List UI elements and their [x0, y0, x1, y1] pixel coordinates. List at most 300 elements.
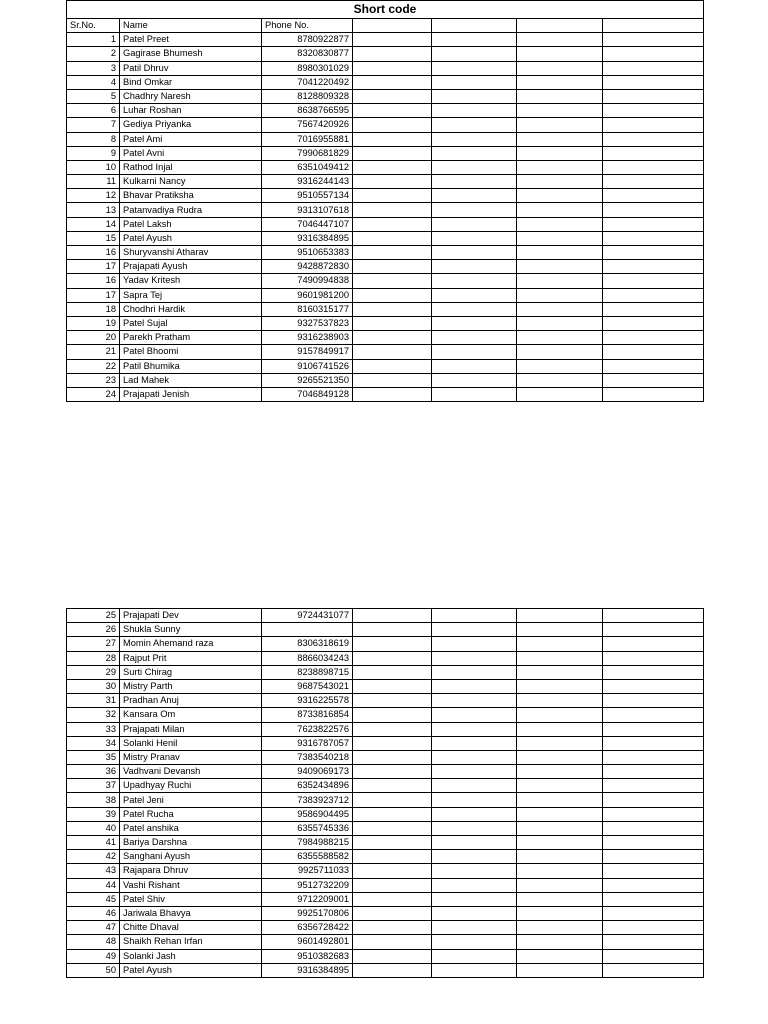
empty-cell [353, 637, 432, 651]
empty-cell [603, 765, 704, 779]
sr-no-cell: 17 [67, 260, 120, 274]
phone-cell: 8733816854 [262, 708, 353, 722]
name-cell: Bariya Darshna [120, 836, 262, 850]
phone-cell: 9106741526 [262, 359, 353, 373]
sr-no-cell: 50 [67, 963, 120, 977]
empty-cell [603, 175, 704, 189]
table-row [67, 217, 704, 231]
name-cell: Rathod Injal [120, 160, 262, 174]
empty-cell [353, 736, 432, 750]
empty-cell [432, 609, 517, 623]
sr-no-cell: 12 [67, 189, 120, 203]
empty-cell [353, 373, 432, 387]
empty-cell [603, 665, 704, 679]
name-cell: Lad Mahek [120, 373, 262, 387]
empty-cell [517, 118, 603, 132]
table-row [67, 651, 704, 665]
phone-cell: 7490994838 [262, 274, 353, 288]
empty-cell [603, 203, 704, 217]
phone-cell: 7046447107 [262, 217, 353, 231]
empty-cell [603, 779, 704, 793]
sr-no-cell: 39 [67, 807, 120, 821]
table-row [67, 793, 704, 807]
empty-cell [603, 387, 704, 401]
empty-cell [517, 963, 603, 977]
student-table-page2 [66, 608, 704, 978]
empty-cell [517, 949, 603, 963]
phone-cell: 7623822576 [262, 722, 353, 736]
sr-no-cell: 36 [67, 765, 120, 779]
empty-cell [517, 694, 603, 708]
table-row [67, 694, 704, 708]
empty-cell [353, 160, 432, 174]
empty-cell [432, 260, 517, 274]
sr-no-cell: 4 [67, 75, 120, 89]
table-row [67, 345, 704, 359]
name-cell: Prajapati Dev [120, 609, 262, 623]
empty-cell [432, 694, 517, 708]
phone-cell: 7046849128 [262, 387, 353, 401]
name-cell: Prajapati Ayush [120, 260, 262, 274]
phone-cell: 8128809328 [262, 89, 353, 103]
name-cell: Gagirase Bhumesh [120, 47, 262, 61]
empty-cell [353, 793, 432, 807]
sr-no-cell: 6 [67, 104, 120, 118]
name-cell: Vashi Rishant [120, 878, 262, 892]
table-row [67, 189, 704, 203]
table-row [67, 637, 704, 651]
empty-cell [603, 722, 704, 736]
phone-cell: 6355588582 [262, 850, 353, 864]
name-cell: Patel Laksh [120, 217, 262, 231]
phone-cell: 8238898715 [262, 665, 353, 679]
empty-cell [353, 864, 432, 878]
empty-cell [353, 33, 432, 47]
empty-cell [432, 765, 517, 779]
empty-cell [603, 217, 704, 231]
phone-cell: 7041220492 [262, 75, 353, 89]
sr-no-cell: 22 [67, 359, 120, 373]
empty-cell [517, 793, 603, 807]
empty-cell [517, 623, 603, 637]
phone-cell [262, 623, 353, 637]
empty-cell [432, 288, 517, 302]
empty-cell [517, 302, 603, 316]
phone-cell: 9316225578 [262, 694, 353, 708]
sr-no-cell: 32 [67, 708, 120, 722]
empty-cell [517, 246, 603, 260]
table-row [67, 75, 704, 89]
table-row [67, 736, 704, 750]
empty-cell [517, 836, 603, 850]
empty-cell [603, 260, 704, 274]
sr-no-cell: 11 [67, 175, 120, 189]
table-row [67, 61, 704, 75]
table-row [67, 623, 704, 637]
phone-cell: 9925170806 [262, 906, 353, 920]
name-cell: Pradhan Anuj [120, 694, 262, 708]
empty-cell [517, 821, 603, 835]
phone-cell: 7984988215 [262, 836, 353, 850]
empty-cell [517, 359, 603, 373]
empty-cell [353, 609, 432, 623]
table-row [67, 274, 704, 288]
empty-cell [603, 864, 704, 878]
sr-no-cell: 45 [67, 892, 120, 906]
empty-cell [432, 203, 517, 217]
sr-no-cell: 5 [67, 89, 120, 103]
empty-cell [603, 793, 704, 807]
empty-cell [353, 146, 432, 160]
table-row [67, 949, 704, 963]
phone-cell: 9925711033 [262, 864, 353, 878]
table-row [67, 935, 704, 949]
empty-cell [432, 623, 517, 637]
empty-cell [517, 921, 603, 935]
empty-cell [603, 708, 704, 722]
phone-cell: 9510653383 [262, 246, 353, 260]
sr-no-cell: 17 [67, 288, 120, 302]
sr-no-cell: 3 [67, 61, 120, 75]
empty-cell [432, 19, 517, 33]
empty-cell [353, 203, 432, 217]
sr-no-cell: 35 [67, 750, 120, 764]
table-row [67, 118, 704, 132]
sr-no-cell: 30 [67, 679, 120, 693]
empty-cell [432, 118, 517, 132]
empty-cell [432, 750, 517, 764]
empty-cell [517, 878, 603, 892]
sr-no-cell: 38 [67, 793, 120, 807]
empty-cell [517, 850, 603, 864]
table-row [67, 260, 704, 274]
sr-no-cell: 37 [67, 779, 120, 793]
empty-cell [432, 75, 517, 89]
empty-cell [353, 231, 432, 245]
empty-cell [432, 246, 517, 260]
empty-cell [603, 75, 704, 89]
empty-cell [353, 316, 432, 330]
empty-cell [432, 637, 517, 651]
table-row [67, 765, 704, 779]
empty-cell [432, 33, 517, 47]
sr-no-cell: 19 [67, 316, 120, 330]
empty-cell [353, 19, 432, 33]
name-cell: Patel Jeni [120, 793, 262, 807]
empty-cell [432, 387, 517, 401]
name-cell: Patel Ami [120, 132, 262, 146]
sr-no-cell: 18 [67, 302, 120, 316]
empty-cell [603, 651, 704, 665]
phone-cell: 9265521350 [262, 373, 353, 387]
phone-cell: 6352434896 [262, 779, 353, 793]
table-row [67, 203, 704, 217]
empty-cell [517, 637, 603, 651]
empty-cell [517, 146, 603, 160]
empty-cell [517, 665, 603, 679]
name-cell: Patel Rucha [120, 807, 262, 821]
table-row [67, 921, 704, 935]
empty-cell [432, 807, 517, 821]
name-cell: Patel anshika [120, 821, 262, 835]
sr-no-cell: 7 [67, 118, 120, 132]
table-row [67, 609, 704, 623]
sr-no-cell: 46 [67, 906, 120, 920]
empty-cell [432, 722, 517, 736]
sr-no-cell: 49 [67, 949, 120, 963]
name-cell: Jariwala Bhavya [120, 906, 262, 920]
sr-no-cell: 16 [67, 246, 120, 260]
table-row [67, 722, 704, 736]
table-row [67, 302, 704, 316]
phone-cell: 7567420926 [262, 118, 353, 132]
empty-cell [432, 160, 517, 174]
empty-cell [603, 118, 704, 132]
empty-cell [432, 864, 517, 878]
phone-cell: 8638766595 [262, 104, 353, 118]
empty-cell [432, 921, 517, 935]
empty-cell [517, 175, 603, 189]
empty-cell [603, 906, 704, 920]
empty-cell [603, 750, 704, 764]
name-cell: Sapra Tej [120, 288, 262, 302]
empty-cell [603, 61, 704, 75]
empty-cell [432, 231, 517, 245]
phone-cell: 6355745336 [262, 821, 353, 835]
empty-cell [603, 949, 704, 963]
name-cell: Rajapara Dhruv [120, 864, 262, 878]
empty-cell [353, 302, 432, 316]
empty-cell [353, 104, 432, 118]
empty-cell [353, 921, 432, 935]
sr-no-cell: 21 [67, 345, 120, 359]
title-row [67, 1, 704, 19]
empty-cell [432, 665, 517, 679]
empty-cell [517, 935, 603, 949]
name-cell: Luhar Roshan [120, 104, 262, 118]
name-cell: Prajapati Milan [120, 722, 262, 736]
name-cell: Shaikh Rehan Irfan [120, 935, 262, 949]
empty-cell [603, 33, 704, 47]
empty-cell [517, 104, 603, 118]
empty-cell [353, 260, 432, 274]
name-cell: Patel Shiv [120, 892, 262, 906]
sr-no-cell: 13 [67, 203, 120, 217]
name-cell: Mistry Pranav [120, 750, 262, 764]
sr-no-cell: 26 [67, 623, 120, 637]
sr-no-cell: 25 [67, 609, 120, 623]
name-cell: Rajput Prit [120, 651, 262, 665]
empty-cell [603, 231, 704, 245]
name-cell: Patil Bhumika [120, 359, 262, 373]
empty-cell [603, 373, 704, 387]
name-cell: Surti Chirag [120, 665, 262, 679]
empty-cell [517, 132, 603, 146]
table-row [67, 679, 704, 693]
name-cell: Upadhyay Ruchi [120, 779, 262, 793]
empty-cell [432, 821, 517, 835]
empty-cell [603, 132, 704, 146]
table-row [67, 750, 704, 764]
sr-no-cell: 41 [67, 836, 120, 850]
empty-cell [353, 89, 432, 103]
phone-cell: 9512732209 [262, 878, 353, 892]
empty-cell [517, 274, 603, 288]
sr-no-cell: 16 [67, 274, 120, 288]
empty-cell [432, 850, 517, 864]
table-row [67, 175, 704, 189]
phone-cell: 8320830877 [262, 47, 353, 61]
table-row [67, 807, 704, 821]
empty-cell [603, 609, 704, 623]
empty-cell [432, 175, 517, 189]
empty-cell [603, 892, 704, 906]
empty-cell [517, 864, 603, 878]
empty-cell [603, 288, 704, 302]
sr-no-cell: 14 [67, 217, 120, 231]
empty-cell [517, 231, 603, 245]
name-cell: Bhavar Pratiksha [120, 189, 262, 203]
empty-cell [603, 160, 704, 174]
empty-cell [517, 160, 603, 174]
sr-no-cell: 40 [67, 821, 120, 835]
header-name: Name [120, 19, 262, 33]
empty-cell [432, 373, 517, 387]
empty-cell [353, 935, 432, 949]
table-row [67, 963, 704, 977]
name-cell: Bind Omkar [120, 75, 262, 89]
empty-cell [353, 61, 432, 75]
empty-cell [353, 821, 432, 835]
name-cell: Gediya Priyanka [120, 118, 262, 132]
name-cell: Solanki Henil [120, 736, 262, 750]
empty-cell [432, 217, 517, 231]
empty-cell [353, 850, 432, 864]
empty-cell [353, 217, 432, 231]
name-cell: Vadhvani Devansh [120, 765, 262, 779]
phone-cell: 9316787057 [262, 736, 353, 750]
sr-no-cell: 8 [67, 132, 120, 146]
empty-cell [517, 75, 603, 89]
name-cell: Patel Ayush [120, 231, 262, 245]
empty-cell [353, 906, 432, 920]
empty-cell [603, 736, 704, 750]
empty-cell [603, 19, 704, 33]
empty-cell [517, 609, 603, 623]
name-cell: Kansara Om [120, 708, 262, 722]
empty-cell [603, 878, 704, 892]
empty-cell [603, 316, 704, 330]
name-cell: Kulkarni Nancy [120, 175, 262, 189]
empty-cell [432, 836, 517, 850]
name-cell: Yadav Kritesh [120, 274, 262, 288]
empty-cell [432, 146, 517, 160]
name-cell: Momin Ahemand raza [120, 637, 262, 651]
phone-cell: 9724431077 [262, 609, 353, 623]
sr-no-cell: 43 [67, 864, 120, 878]
table-row [67, 387, 704, 401]
phone-cell: 9157849917 [262, 345, 353, 359]
phone-cell: 6356728422 [262, 921, 353, 935]
empty-cell [603, 89, 704, 103]
empty-cell [432, 132, 517, 146]
name-cell: Chitte Dhaval [120, 921, 262, 935]
empty-cell [353, 345, 432, 359]
empty-cell [603, 274, 704, 288]
empty-cell [432, 359, 517, 373]
phone-cell: 9409069173 [262, 765, 353, 779]
phone-cell: 8306318619 [262, 637, 353, 651]
empty-cell [432, 89, 517, 103]
empty-cell [517, 61, 603, 75]
empty-cell [353, 679, 432, 693]
phone-cell: 9316384895 [262, 231, 353, 245]
sr-no-cell: 10 [67, 160, 120, 174]
empty-cell [517, 288, 603, 302]
empty-cell [432, 61, 517, 75]
table-row [67, 231, 704, 245]
phone-cell: 8160315177 [262, 302, 353, 316]
empty-cell [432, 892, 517, 906]
phone-cell: 9313107618 [262, 203, 353, 217]
table-row [67, 850, 704, 864]
empty-cell [432, 274, 517, 288]
empty-cell [432, 878, 517, 892]
empty-cell [603, 47, 704, 61]
empty-cell [517, 19, 603, 33]
empty-cell [432, 345, 517, 359]
empty-cell [603, 963, 704, 977]
student-table-page1 [66, 0, 704, 402]
empty-cell [353, 175, 432, 189]
empty-cell [603, 623, 704, 637]
empty-cell [353, 132, 432, 146]
table-row [67, 132, 704, 146]
empty-cell [432, 302, 517, 316]
empty-cell [432, 679, 517, 693]
empty-cell [353, 694, 432, 708]
name-cell: Patil Dhruv [120, 61, 262, 75]
name-cell: Patel Bhoomi [120, 345, 262, 359]
empty-cell [603, 694, 704, 708]
phone-cell: 9687543021 [262, 679, 353, 693]
empty-cell [432, 104, 517, 118]
phone-cell: 9316244143 [262, 175, 353, 189]
sr-no-cell: 24 [67, 387, 120, 401]
table-row [67, 316, 704, 330]
table-row [67, 89, 704, 103]
sr-no-cell: 27 [67, 637, 120, 651]
name-cell: Sanghani Ayush [120, 850, 262, 864]
table-row [67, 892, 704, 906]
phone-cell: 9601492801 [262, 935, 353, 949]
table-row [67, 906, 704, 920]
empty-cell [353, 765, 432, 779]
table-row [67, 373, 704, 387]
empty-cell [603, 302, 704, 316]
empty-cell [517, 33, 603, 47]
header-phone: Phone No. [262, 19, 353, 33]
empty-cell [432, 708, 517, 722]
empty-cell [603, 345, 704, 359]
empty-cell [432, 651, 517, 665]
empty-cell [353, 807, 432, 821]
empty-cell [432, 189, 517, 203]
empty-cell [353, 779, 432, 793]
empty-cell [603, 921, 704, 935]
phone-cell: 7383540218 [262, 750, 353, 764]
sr-no-cell: 33 [67, 722, 120, 736]
